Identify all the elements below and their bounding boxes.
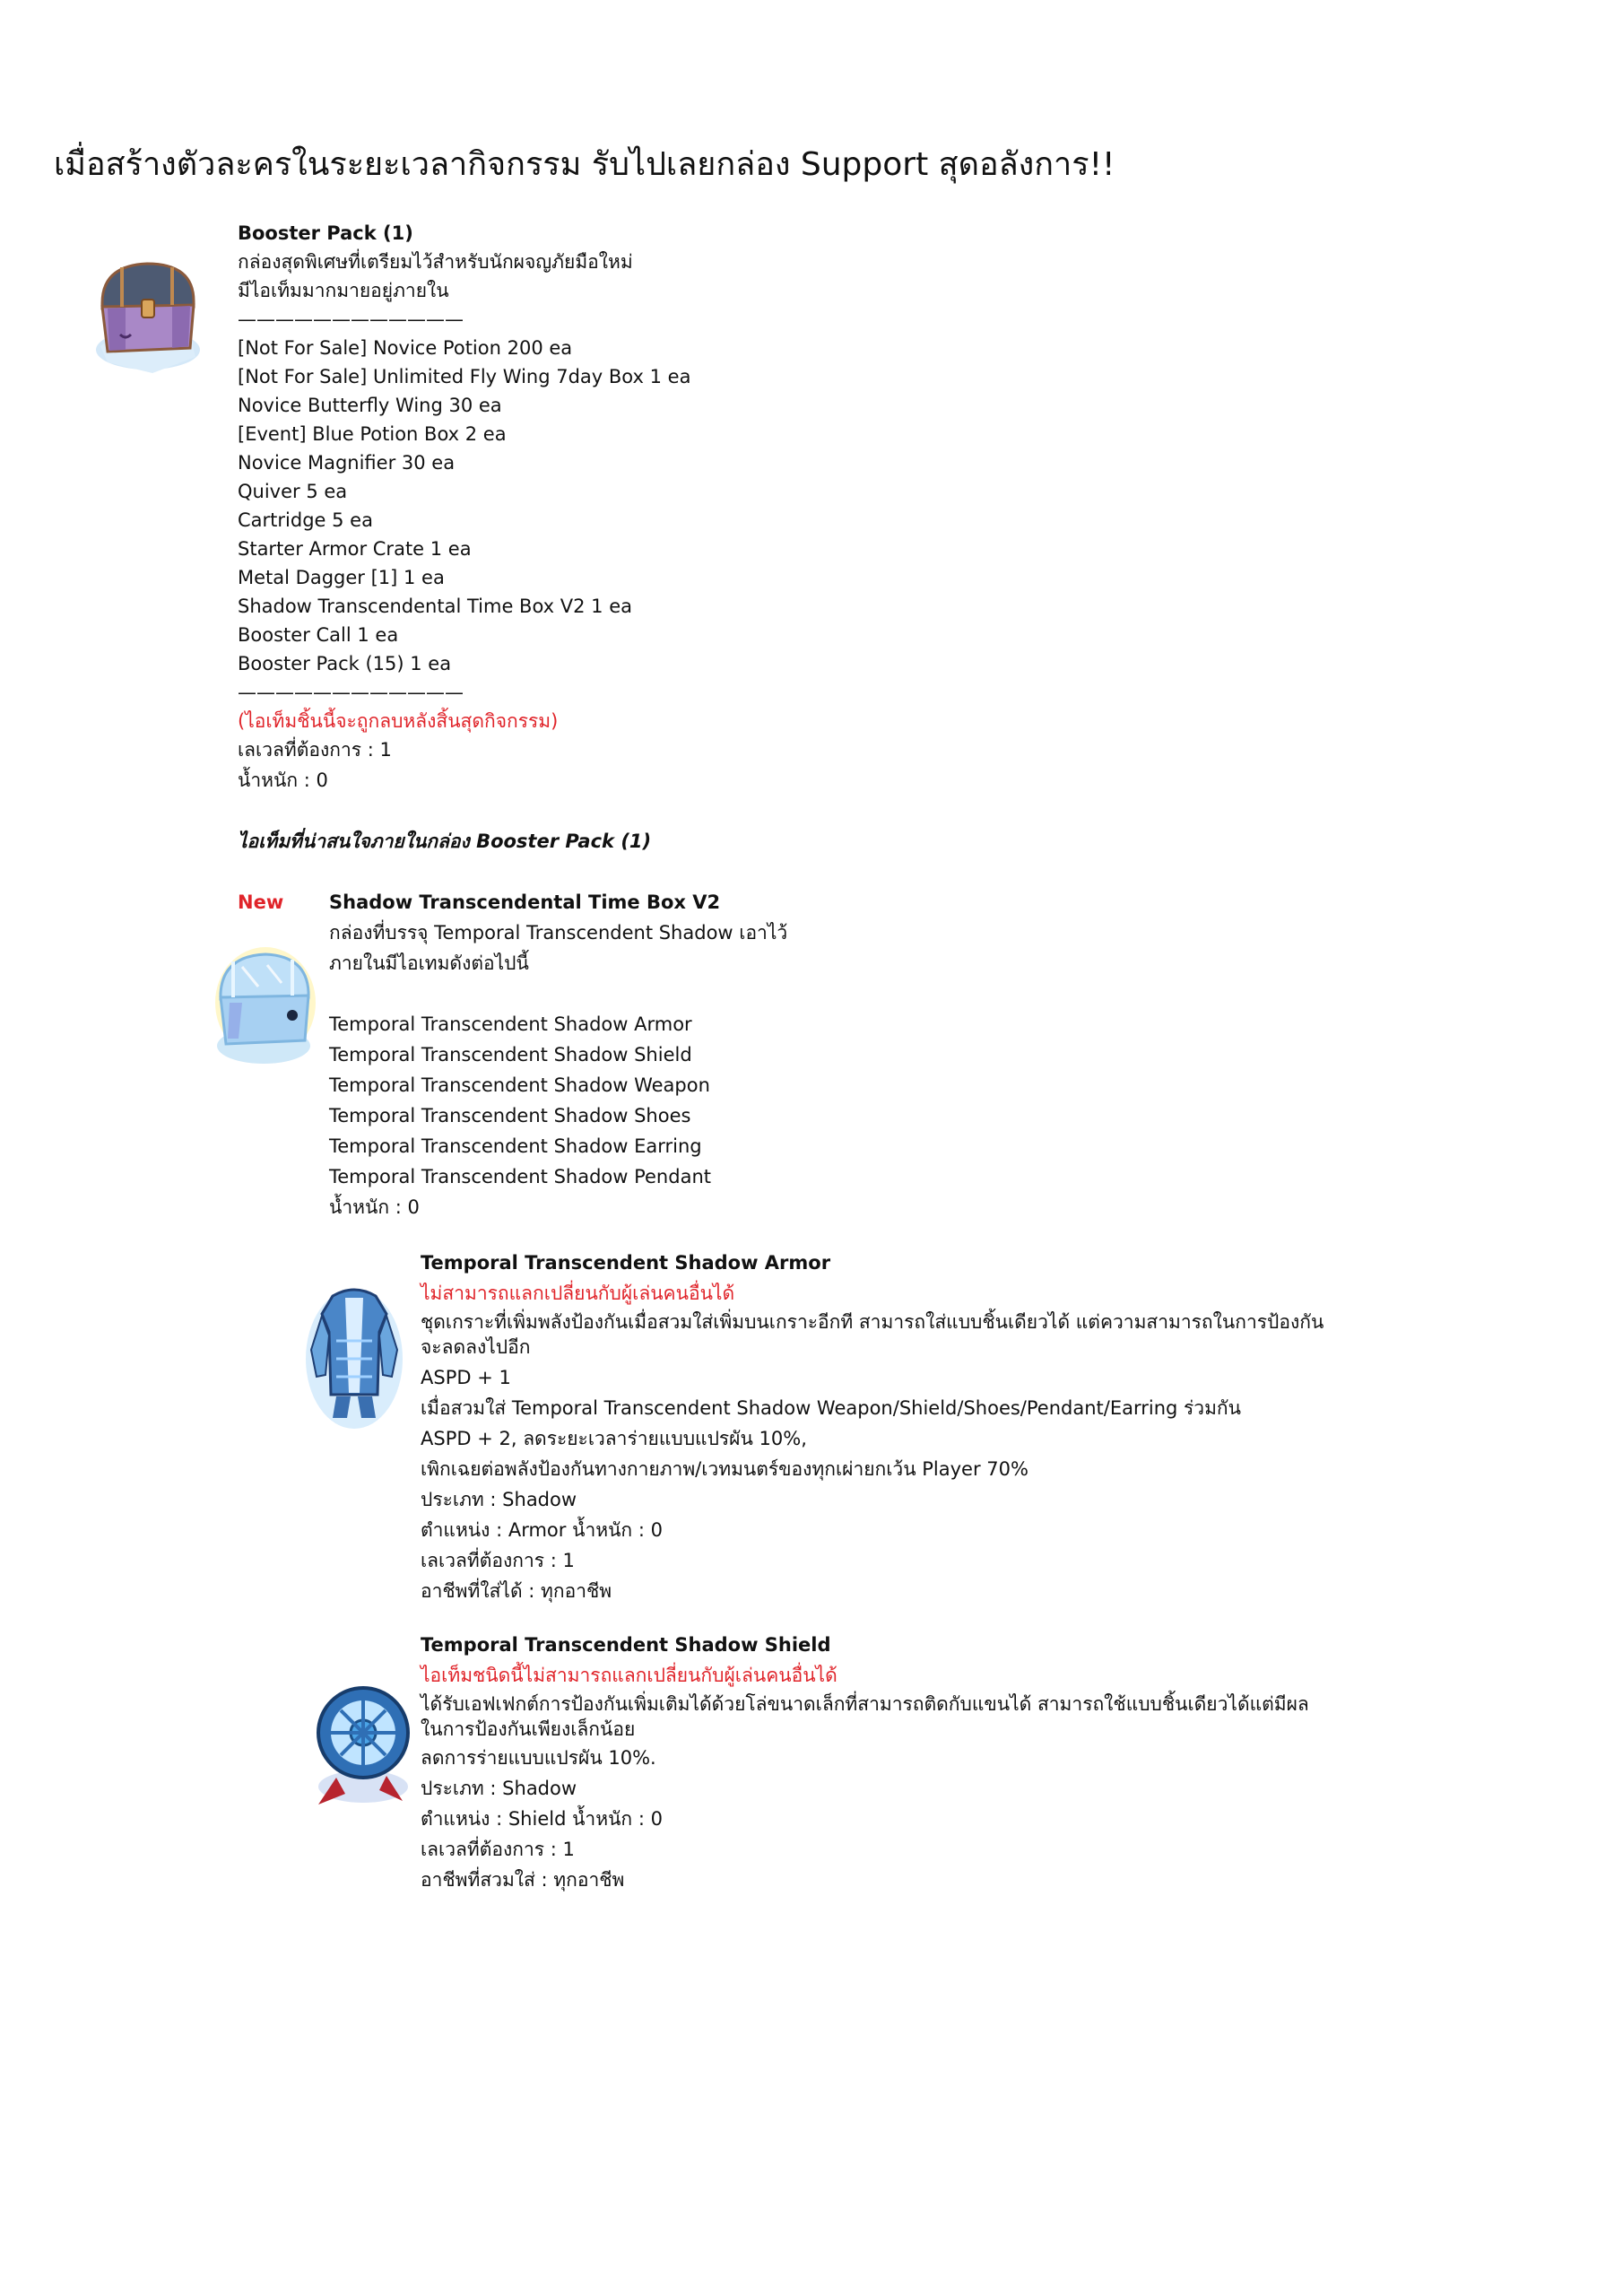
- shield-detail: ตำแหน่ง : Shield น้ำหนัก : 0: [421, 1808, 663, 1830]
- armor-detail: เพิกเฉยต่อพลังป้องกันทางกายภาพ/เวทมนตร์ของทุกเผ่ายกเว้น Player 70%: [421, 1458, 1028, 1480]
- time-box-item: Temporal Transcendent Shadow Shoes: [329, 1105, 691, 1126]
- page-title: เมื่อสร้างตัวละครในระยะเวลากิจกรรม รับไปเลยกล่อง Support สุดอลังการ!!: [54, 146, 1115, 183]
- time-box-item: Temporal Transcendent Shadow Earring: [329, 1135, 702, 1157]
- booster-pack-item: [Event] Blue Potion Box 2 ea: [238, 423, 507, 445]
- booster-pack-item: Cartridge 5 ea: [238, 509, 373, 531]
- shield-detail: ประเภท : Shadow: [421, 1778, 577, 1799]
- booster-pack-note: (ไอเท็มชิ้นนี้จะถูกลบหลังสิ้นสุดกิจกรรม): [238, 710, 559, 732]
- time-box-desc-1: กล่องที่บรรจุ Temporal Transcendent Shadow เอาไว้: [329, 922, 788, 944]
- booster-pack-weight: น้ำหนัก : 0: [238, 770, 328, 791]
- treasure-chest-icon: [90, 249, 206, 379]
- booster-pack-divider-bottom: ————————————: [238, 682, 464, 703]
- booster-pack-item: [Not For Sale] Unlimited Fly Wing 7day Box 1 ea: [238, 366, 691, 387]
- booster-pack-item: [Not For Sale] Novice Potion 200 ea: [238, 337, 573, 359]
- armor-name: Temporal Transcendent Shadow Armor: [421, 1252, 831, 1274]
- armor-detail: จะลดลงไปอีก: [421, 1336, 531, 1358]
- time-box-item: Temporal Transcendent Shadow Shield: [329, 1044, 692, 1065]
- booster-pack-item: Novice Butterfly Wing 30 ea: [238, 395, 502, 416]
- booster-pack-item: Metal Dagger [1] 1 ea: [238, 567, 445, 588]
- armor-detail: ชุดเกราะที่เพิ่มพลังป้องกันเมื่อสวมใส่เพิ่มบนเกราะอีกที สามารถใส่แบบชิ้นเดียวได้ แต่ความสามารถในการป้องกัน: [421, 1311, 1324, 1333]
- armor-detail: ASPD + 1: [421, 1367, 511, 1388]
- time-box-item: Temporal Transcendent Shadow Weapon: [329, 1074, 710, 1096]
- shield-warning: ไอเท็มชนิดนี้ไม่สามารถแลกเปลี่ยนกับผู้เล่นคนอื่นได้: [421, 1665, 838, 1686]
- booster-pack-item: Novice Magnifier 30 ea: [238, 452, 456, 474]
- time-box-item: Temporal Transcendent Shadow Armor: [329, 1013, 692, 1035]
- booster-pack-level: เลเวลที่ต้องการ : 1: [238, 739, 392, 761]
- crystal-chest-icon: [212, 940, 319, 1070]
- armor-detail: ตำแหน่ง : Armor น้ำหนัก : 0: [421, 1519, 663, 1541]
- armor-detail: ASPD + 2, ลดระยะเวลาร่ายแบบแปรผัน 10%,: [421, 1428, 807, 1449]
- time-box-name: Shadow Transcendental Time Box V2: [329, 891, 721, 913]
- armor-detail: อาชีพที่ใส่ได้ : ทุกอาชีพ: [421, 1580, 612, 1602]
- booster-pack-item: Booster Call 1 ea: [238, 624, 399, 646]
- interesting-items-heading: ไอเท็มที่น่าสนใจภายในกล่อง Booster Pack (1): [238, 831, 652, 852]
- shadow-armor-icon: [300, 1278, 408, 1431]
- shield-detail: ในการป้องกันเพียงเล็กน้อย: [421, 1718, 636, 1740]
- armor-detail: ประเภท : Shadow: [421, 1489, 577, 1510]
- booster-pack-item: Quiver 5 ea: [238, 481, 348, 502]
- new-badge: New: [238, 891, 284, 913]
- armor-detail: เลเวลที่ต้องการ : 1: [421, 1550, 575, 1571]
- booster-pack-divider-top: ————————————: [238, 309, 464, 330]
- armor-detail: เมื่อสวมใส่ Temporal Transcendent Shadow Weapon/Shield/Shoes/Pendant/Earring ร่วมกัน: [421, 1397, 1242, 1419]
- shield-detail: อาชีพที่สวมใส่ : ทุกอาชีพ: [421, 1869, 625, 1891]
- booster-pack-item: Starter Armor Crate 1 ea: [238, 538, 472, 560]
- shield-detail: เลเวลที่ต้องการ : 1: [421, 1839, 575, 1860]
- booster-pack-desc-1: กล่องสุดพิเศษที่เตรียมไว้สำหรับนักผจญภัยมือใหม่: [238, 251, 633, 273]
- booster-pack-desc-2: มีไอเท็มมากมายอยู่ภายใน: [238, 280, 449, 301]
- time-box-desc-2: ภายในมีไอเทมดังต่อไปนี้: [329, 952, 529, 974]
- shield-detail: ลดการร่ายแบบแปรผัน 10%.: [421, 1747, 656, 1769]
- booster-pack-name: Booster Pack (1): [238, 222, 413, 244]
- booster-pack-item: Shadow Transcendental Time Box V2 1 ea: [238, 596, 632, 617]
- time-box-item: Temporal Transcendent Shadow Pendant: [329, 1166, 711, 1187]
- shield-detail: ได้รับเอฟเฟกต์การป้องกันเพิ่มเติมได้ด้วยโล่ขนาดเล็กที่สามารถติดกับแขนได้ สามารถใช้แบบชิ้นเดียวได้แต่มีผล: [421, 1693, 1309, 1715]
- armor-warning: ไม่สามารถแลกเปลี่ยนกับผู้เล่นคนอื่นได้: [421, 1283, 735, 1304]
- booster-pack-item: Booster Pack (15) 1 ea: [238, 653, 452, 674]
- time-box-weight: น้ำหนัก : 0: [329, 1196, 420, 1218]
- shield-name: Temporal Transcendent Shadow Shield: [421, 1634, 831, 1656]
- shadow-shield-icon: [309, 1670, 417, 1813]
